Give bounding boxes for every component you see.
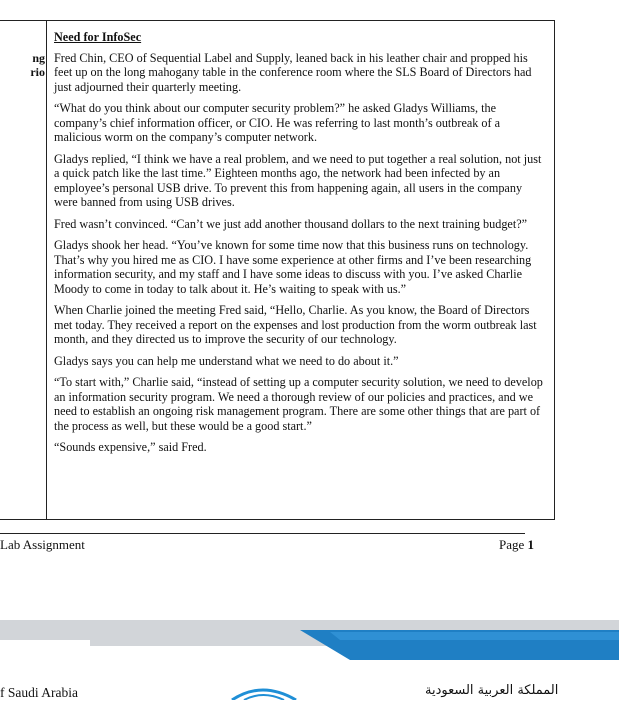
footer-divider	[0, 533, 525, 534]
page-number-value: 1	[527, 537, 535, 552]
emblem-arc	[232, 690, 296, 700]
scenario-side-label	[0, 51, 45, 79]
footer-title: Lab Assignment	[0, 537, 85, 552]
table-column-divider	[46, 21, 47, 519]
article-paragraph: “What do you think about our computer security problem?” he asked Gladys Williams, the company’s chief information officer, or CIO. He was referring to last month’s outbreak of a malicious worm on the company’s computer network.	[54, 101, 501, 144]
side-label-line-1: ng	[32, 51, 45, 65]
article-paragraph: “Sounds expensive,” said Fred.	[54, 440, 207, 454]
article-paragraph: Fred Chin, CEO of Sequential Label and Supply, leaned back in his leather chair and propped his feet up on the long mahogany table in the conference room where the SLS Board of Directors had just adjourned their quarterly meeting.	[54, 50, 532, 94]
article-paragraph: Gladys replied, “I think we have a real problem, and we need to put together a real solution, not just a quick patch like the last time.” Eighteen months ago, the network had been infected by an employee’s personal USB drive. To prevent this from happening again, all users in the company were banned from using USB drives.	[54, 151, 542, 209]
article-heading: Need for InfoSec	[54, 30, 142, 44]
page-label: Page	[499, 537, 525, 552]
side-label-line-2: rio	[30, 65, 45, 79]
blue-band-highlight	[330, 632, 619, 640]
article-paragraph: Fred wasn’t convinced. “Can’t we just add another thousand dollars to the next training budget?”	[54, 216, 528, 231]
article-paragraph: “To start with,” Charlie said, “instead of setting up a computer security solution, we need to develop an information security program. We need a thorough review of our policies and practices, and we need to establish an ongoing risk management program. There are some other things that are part of the process as well, but these would be a good start.”	[54, 375, 543, 433]
emblem-arc-inner	[244, 695, 284, 700]
blue-band	[300, 630, 619, 660]
scenario-table	[0, 20, 555, 520]
article-paragraph: Gladys says you can help me understand what we need to do about it.”	[54, 353, 399, 368]
white-notch	[0, 640, 90, 646]
article-paragraph: Gladys shook her head. “You’ve known for some time now that this business runs on technology. That’s why you hired me as CIO. I have some experience at other firms and I’ve been researching information security, and my staff and I have some ideas to discuss with you. I’ve asked Charlie Moody to come in today to talk about it. He’s waiting to speak with us.”	[54, 238, 532, 296]
grey-band	[0, 620, 619, 646]
article-paragraph: When Charlie joined the meeting Fred said, “Hello, Charlie. As you know, the Board of Directors met today. They received a report on the expenses and lost production from the worm outbreak last month, and they directed us to improve the security of our technology.	[54, 303, 537, 346]
article-content	[54, 30, 544, 462]
cover-country-arabic: المملكة العربية السعودية	[425, 683, 559, 698]
cover-country-english: f Saudi Arabia	[0, 685, 78, 700]
page-number	[499, 537, 534, 553]
